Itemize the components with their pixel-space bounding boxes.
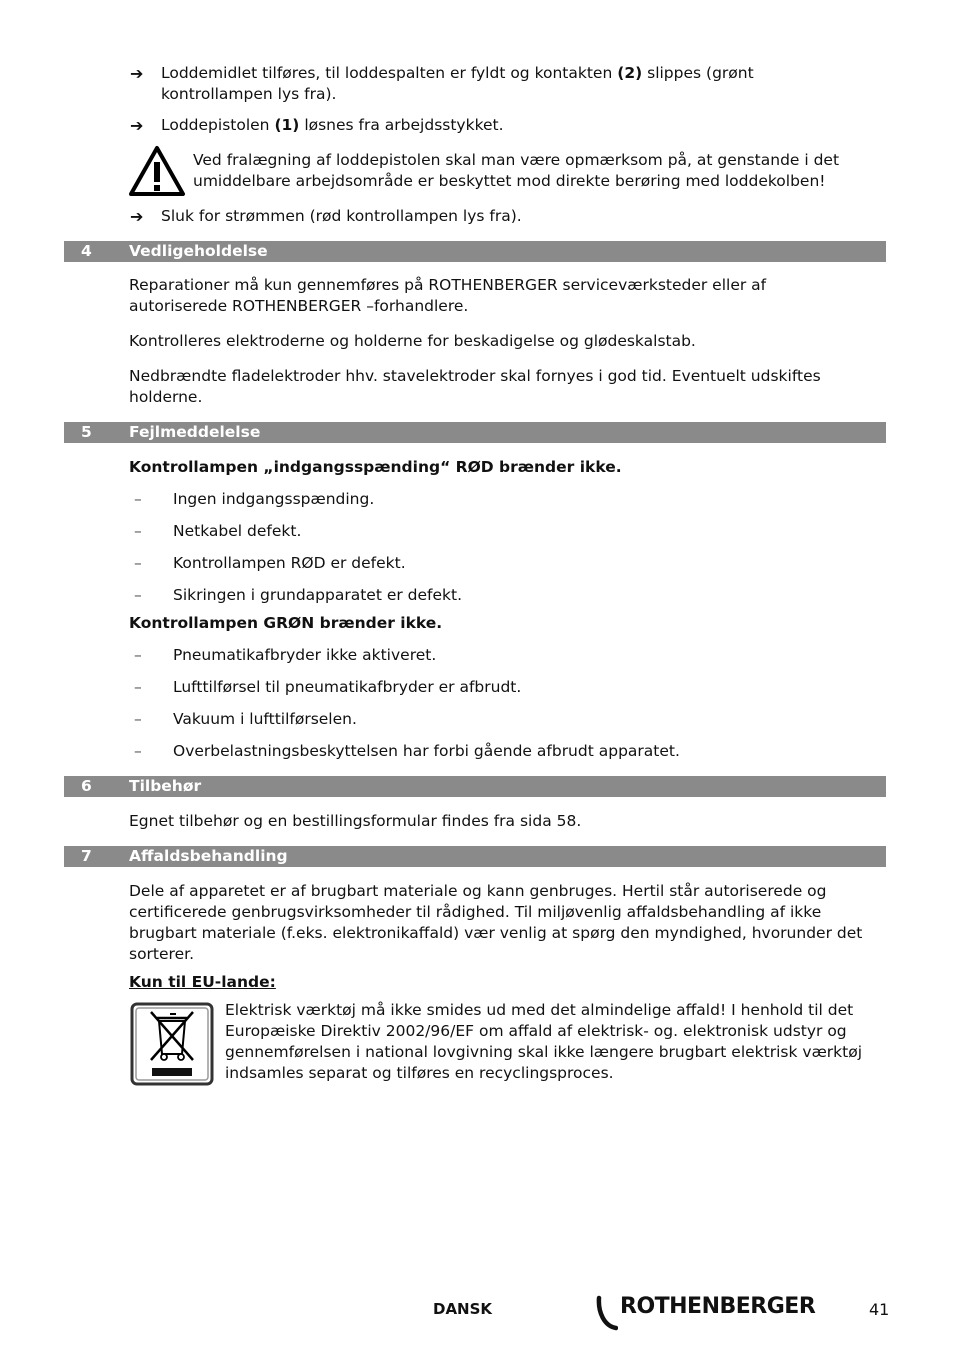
- list-item: – Kontrollampen RØD er defekt.: [134, 554, 406, 572]
- section-number: 7: [81, 847, 92, 865]
- list-item: – Vakuum i lufttilførselen.: [134, 710, 357, 728]
- list-item: – Overbelastningsbeskyttelsen har forbi gående afbrudt apparatet.: [134, 742, 680, 760]
- subheading-green-lamp: Kontrollampen GRØN brænder ikke.: [129, 614, 443, 632]
- bullet-item-solder-feed: ➔ Loddemidlet tilføres, til loddespalten er fyldt og kontakten (2) slippes (grønt kontrollampen lys fra).: [130, 64, 754, 103]
- dash-icon: –: [134, 742, 142, 760]
- paragraph: Kontrolleres elektroderne og holderne for beskadigelse og glødeskalstab.: [129, 332, 696, 350]
- section-header-7: [64, 846, 886, 867]
- brand-name: ROTHENBERGER: [620, 1294, 816, 1319]
- arrow-right-icon: ➔: [130, 207, 144, 226]
- list-item: – Ingen indgangsspænding.: [134, 490, 375, 508]
- list-item: – Lufttilførsel til pneumatikafbryder er afbrudt.: [134, 678, 522, 696]
- arrow-right-icon: ➔: [130, 116, 144, 135]
- rothenberger-logo: [594, 1292, 839, 1332]
- section-header-5: [64, 422, 886, 443]
- dash-icon: –: [134, 646, 142, 664]
- section-header-4: [64, 241, 886, 262]
- list-item: – Pneumatikafbryder ikke aktiveret.: [134, 646, 437, 664]
- crossed-out-wheelie-bin-icon: [130, 1002, 214, 1086]
- warning-triangle-icon: [128, 145, 186, 197]
- section-title: Fejlmeddelelse: [129, 423, 261, 441]
- section-title: Vedligeholdelse: [129, 242, 268, 260]
- section-title: Affaldsbehandling: [129, 847, 288, 865]
- warning-text: Ved fralægning af loddepistolen skal man være opmærksom på, at genstande i det umiddelbare arbejdsområde er beskyttet mod direkte berøring med loddekolben!: [193, 151, 840, 190]
- dash-icon: –: [134, 554, 142, 572]
- dash-icon: –: [134, 678, 142, 696]
- section-title: Tilbehør: [129, 777, 202, 795]
- paragraph: Egnet tilbehør og en bestillingsformular findes fra sida 58.: [129, 812, 582, 830]
- paragraph: Dele af apparetet er af brugbart materiale og kann genbruges. Hertil står autoriserede og certificerede genbrugsvirksomheder til rådighed. Til miljøvenlig affaldsbehandling af ikke brugbart materiale (f.eks. elektronikaffald) vær venlig at spørg den myndighed, hvorunder det sorterer.: [129, 882, 863, 963]
- section-number: 6: [81, 777, 92, 795]
- dash-icon: –: [134, 490, 142, 508]
- list-item: – Sikringen i grundapparatet er defekt.: [134, 586, 463, 604]
- section-number: 4: [81, 242, 92, 260]
- dash-icon: –: [134, 586, 142, 604]
- bullet-item-power-off: ➔ Sluk for strømmen (rød kontrollampen lys fra).: [130, 207, 522, 226]
- paragraph: Nedbrændte fladelektroder hhv. stavelektroder skal fornyes i god tid. Eventuelt udskiftes holderne.: [129, 367, 821, 406]
- eu-weee-text: Elektrisk værktøj må ikke smides ud med det almindelige affald! I henhold til det Europæiske Direktiv 2002/96/EF om affald af elektrisk- og. elektronisk udstyr og gennemførelsen i national lovgivning skal ikke længere brugbart elektrisk værktøj indsamles separat og tilføres en recyclingsproces.: [225, 1001, 862, 1082]
- footer-language: DANSK: [433, 1300, 493, 1318]
- arrow-right-icon: ➔: [130, 64, 144, 83]
- page-number: 41: [869, 1300, 890, 1319]
- paragraph: Reparationer må kun gennemføres på ROTHENBERGER serviceværksteder eller af autoriserede ROTHENBERGER –forhandlere.: [129, 276, 767, 315]
- section-header-6: [64, 776, 886, 797]
- section-number: 5: [81, 423, 92, 441]
- list-item: – Netkabel defekt.: [134, 522, 302, 540]
- subheading-red-lamp: Kontrollampen „indgangsspænding“ RØD brænder ikke.: [129, 458, 622, 476]
- dash-icon: –: [134, 710, 142, 728]
- bullet-item-release-gun: ➔ Loddepistolen (1) løsnes fra arbejdsstykket.: [130, 116, 504, 135]
- dash-icon: –: [134, 522, 142, 540]
- subheading-eu: Kun til EU-lande:: [129, 973, 276, 991]
